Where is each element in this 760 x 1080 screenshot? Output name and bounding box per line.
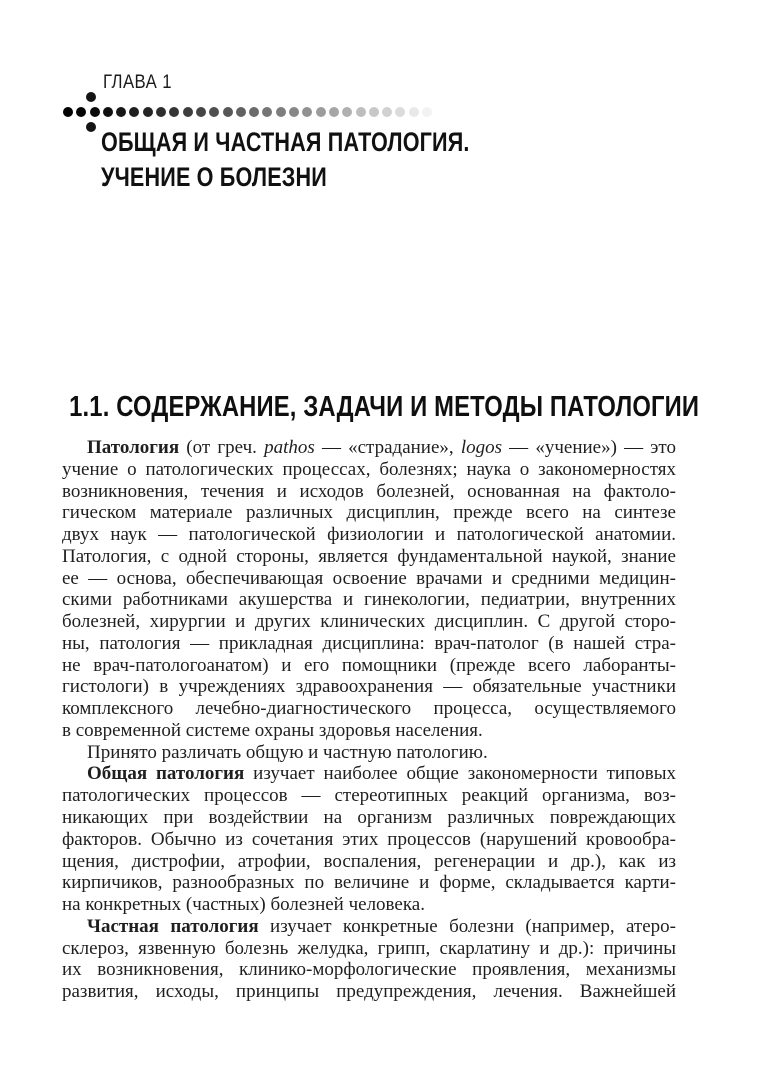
text-line: щения, дистрофии, атрофии, воспаления, регенерации и др.), как из xyxy=(62,850,676,872)
decor-dot xyxy=(209,107,219,117)
text-line: склероз, язвенную болезнь желудка, грипп, скарлатину и др.): причины xyxy=(62,937,676,959)
decor-dot xyxy=(249,107,259,117)
chapter-title-line: ОБЩАЯ И ЧАСТНАЯ ПАТОЛОГИЯ. xyxy=(101,127,470,157)
text-line: Частная патология изучает конкретные болезни (например, атеро- xyxy=(87,915,676,937)
decor-dot xyxy=(129,107,139,117)
decor-dot xyxy=(262,107,272,117)
decor-dot xyxy=(316,107,326,117)
decor-dot xyxy=(409,107,419,117)
text-line: развития, исходы, принципы предупреждения, лечения. Важнейшей xyxy=(62,981,676,1003)
chapter-title xyxy=(101,125,470,195)
text-line: в современной системе охраны здоровья населения. xyxy=(62,719,483,741)
text-line: Общая патология изучает наиболее общие закономерности типовых xyxy=(87,763,676,785)
decor-dot xyxy=(342,107,352,117)
decor-dot xyxy=(183,107,193,117)
decor-dot-top xyxy=(86,92,96,102)
decor-dot xyxy=(369,107,379,117)
text-line: двух наук — патологической физиологии и патологической анатомии. xyxy=(62,524,676,546)
text-line: возникновения, течения и исходов болезней, основанная на фактоло- xyxy=(62,480,676,502)
chapter-title-line: УЧЕНИЕ О БОЛЕЗНИ xyxy=(101,162,327,192)
decor-dot xyxy=(236,107,246,117)
decor-dot xyxy=(143,107,153,117)
decor-dots-row xyxy=(63,107,432,117)
chapter-label: ГЛАВА 1 xyxy=(103,72,173,93)
text-line: ее — основа, обеспечивающая освоение врачами и средними медицин- xyxy=(62,567,676,589)
decor-dot xyxy=(63,107,73,117)
decor-dot xyxy=(223,107,233,117)
decor-dot xyxy=(116,107,126,117)
text-line: патологических процессов — стереотипных реакций организма, воз- xyxy=(62,785,676,807)
decor-dot xyxy=(329,107,339,117)
text-line: никающих при воздействии на организм различных повреждающих xyxy=(62,807,676,829)
section-heading xyxy=(0,390,760,429)
decor-dot xyxy=(156,107,166,117)
decor-dot xyxy=(169,107,179,117)
text-line: гическом материале различных дисциплин, прежде всего на синтезе xyxy=(62,502,676,524)
decor-dot xyxy=(289,107,299,117)
text-line: ны, патология — прикладная дисциплина: врач-патолог (в нашей стра- xyxy=(62,632,676,654)
decor-dot xyxy=(276,107,286,117)
decor-dot xyxy=(76,107,86,117)
text-line: не врач-патологоанатом) и его помощники (прежде всего лаборанты- xyxy=(62,654,676,676)
decor-dot xyxy=(302,107,312,117)
text-line: Патология (от греч. pathos — «страдание», logos — «учение») — это xyxy=(87,437,676,458)
text-line: скими работниками акушерства и гинекологии, педиатрии, внутренних xyxy=(62,589,676,611)
text-line: болезней, хирургии и других клинических дисциплин. С другой сторо- xyxy=(62,611,676,633)
decor-dot xyxy=(382,107,392,117)
decor-dot xyxy=(90,107,100,117)
decor-dot xyxy=(196,107,206,117)
decor-dot xyxy=(356,107,366,117)
text-line: Патология, с одной стороны, является фундаментальной наукой, знание xyxy=(62,545,676,567)
body-text xyxy=(62,437,676,1003)
decor-dot xyxy=(103,107,113,117)
text-line: их возникновения, клинико-морфологические проявления, механизмы xyxy=(62,959,676,981)
text-line: комплексного лечебно-диагностического процесса, осуществляемого xyxy=(62,698,676,720)
text-line: учение о патологических процессах, болезнях; наука о закономерностях xyxy=(62,458,676,480)
decor-dot xyxy=(422,107,432,117)
section-heading-text: 1.1. СОДЕРЖАНИЕ, ЗАДАЧИ И МЕТОДЫ ПАТОЛОГИИ xyxy=(69,391,700,423)
text-line: гистологи) в учреждениях здравоохранения — обязательные участники xyxy=(62,676,676,698)
text-line: на конкретных (частных) болезней человека. xyxy=(62,894,425,916)
text-line: Принято различать общую и частную патологию. xyxy=(87,741,488,763)
decor-dot-bottom xyxy=(86,122,96,132)
decor-dot xyxy=(395,107,405,117)
text-line: факторов. Обычно из сочетания этих процессов (нарушений кровообра- xyxy=(62,828,676,850)
text-line: кирпичиков, разнообразных по величине и форме, складывается карти- xyxy=(62,872,676,894)
